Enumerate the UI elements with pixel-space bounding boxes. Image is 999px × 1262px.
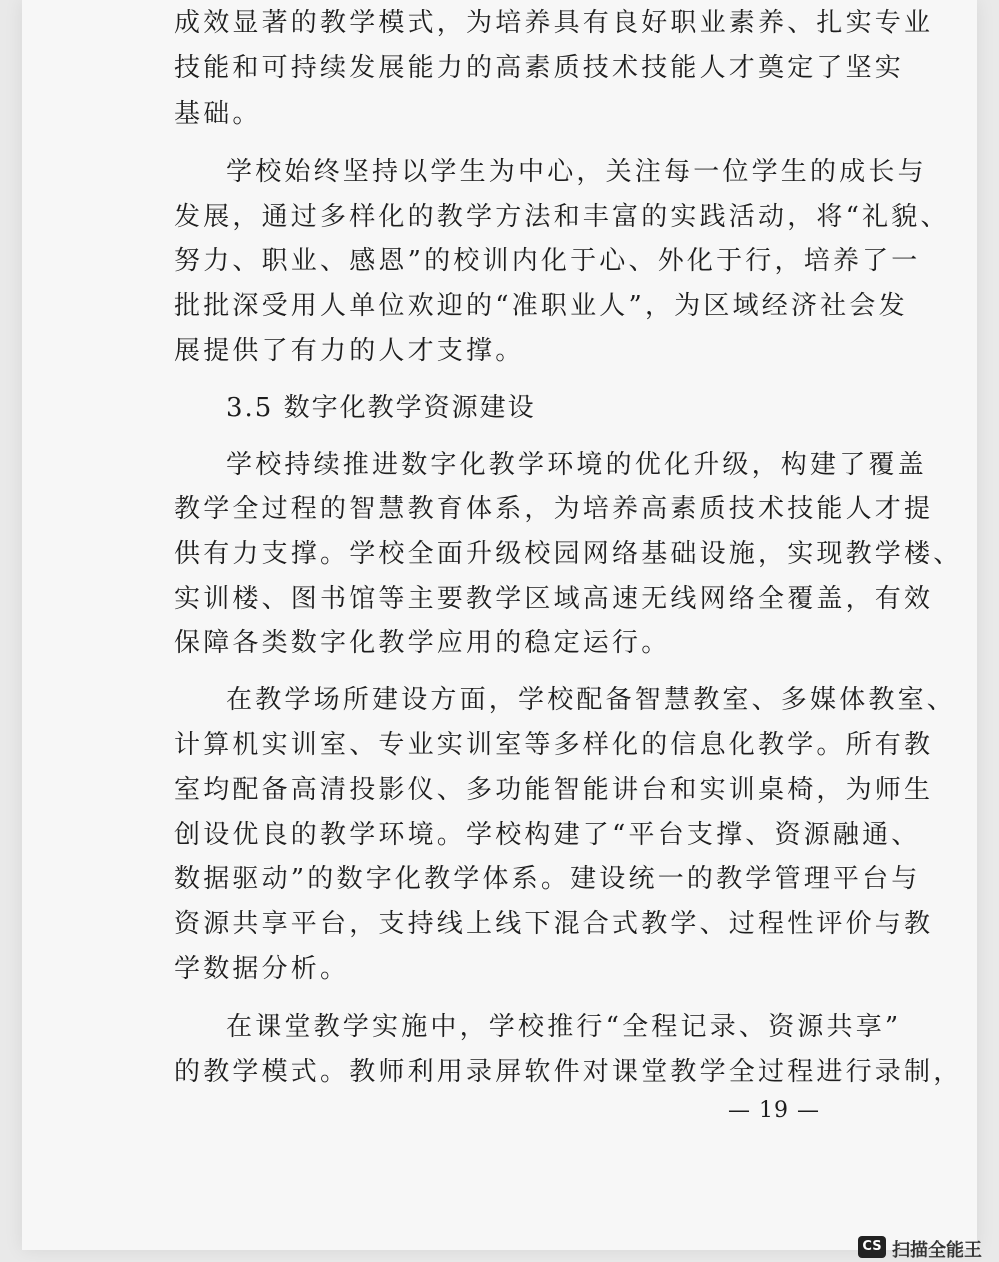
scanner-watermark	[858, 1236, 982, 1261]
watermark-text: 扫描全能王	[892, 1240, 982, 1261]
text-line: 努力、职业、感恩”的校训内化于心、外化于行，培养了一	[174, 246, 921, 276]
text-line: 数据驱动”的数字化教学体系。建设统一的教学管理平台与	[174, 864, 921, 894]
text-line: 保障各类数字化教学应用的稳定运行。	[174, 628, 671, 658]
text-line: 成效显著的教学模式，为培养具有良好职业素养、扎实专业	[174, 8, 934, 38]
paragraph-start: 在教学场所建设方面，学校配备智慧教室、多媒体教室、	[226, 685, 957, 715]
text-line: 的教学模式。教师利用录屏软件对课堂教学全过程进行录制，	[174, 1057, 963, 1087]
text-line: 供有力支撑。学校全面升级校园网络基础设施，实现教学楼、	[174, 539, 963, 569]
text-line: 教学全过程的智慧教育体系，为培养高素质技术技能人才提	[174, 494, 934, 524]
section-heading: 3.5 数字化教学资源建设	[226, 393, 536, 423]
page-number: — 19 —	[728, 1098, 820, 1123]
text-line: 技能和可持续发展能力的高素质技术技能人才奠定了坚实	[174, 53, 905, 83]
text-line: 资源共享平台，支持线上线下混合式教学、过程性评价与教	[174, 909, 934, 939]
text-line: 创设优良的教学环境。学校构建了“平台支撑、资源融通、	[174, 820, 921, 850]
paragraph-start: 学校持续推进数字化教学环境的优化升级，构建了覆盖	[226, 450, 927, 480]
paragraph-start: 在课堂教学实施中，学校推行“全程记录、资源共享”	[226, 1012, 902, 1042]
text-line: 发展，通过多样化的教学方法和丰富的实践活动，将“礼貌、	[174, 202, 950, 232]
text-line: 实训楼、图书馆等主要教学区域高速无线网络全覆盖，有效	[174, 584, 934, 614]
text-line: 室均配备高清投影仪、多功能智能讲台和实训桌椅，为师生	[174, 775, 934, 805]
paragraph-start: 学校始终坚持以学生为中心，关注每一位学生的成长与	[226, 157, 927, 187]
document-page	[22, 0, 977, 1250]
text-line: 学数据分析。	[174, 954, 350, 984]
text-line: 展提供了有力的人才支撑。	[174, 336, 525, 366]
text-line: 计算机实训室、专业实训室等多样化的信息化教学。所有教	[174, 730, 934, 760]
text-line: 批批深受用人单位欢迎的“准职业人”，为区域经济社会发	[174, 291, 908, 321]
camscanner-logo-icon: CS	[858, 1236, 886, 1258]
text-line: 基础。	[174, 99, 262, 129]
